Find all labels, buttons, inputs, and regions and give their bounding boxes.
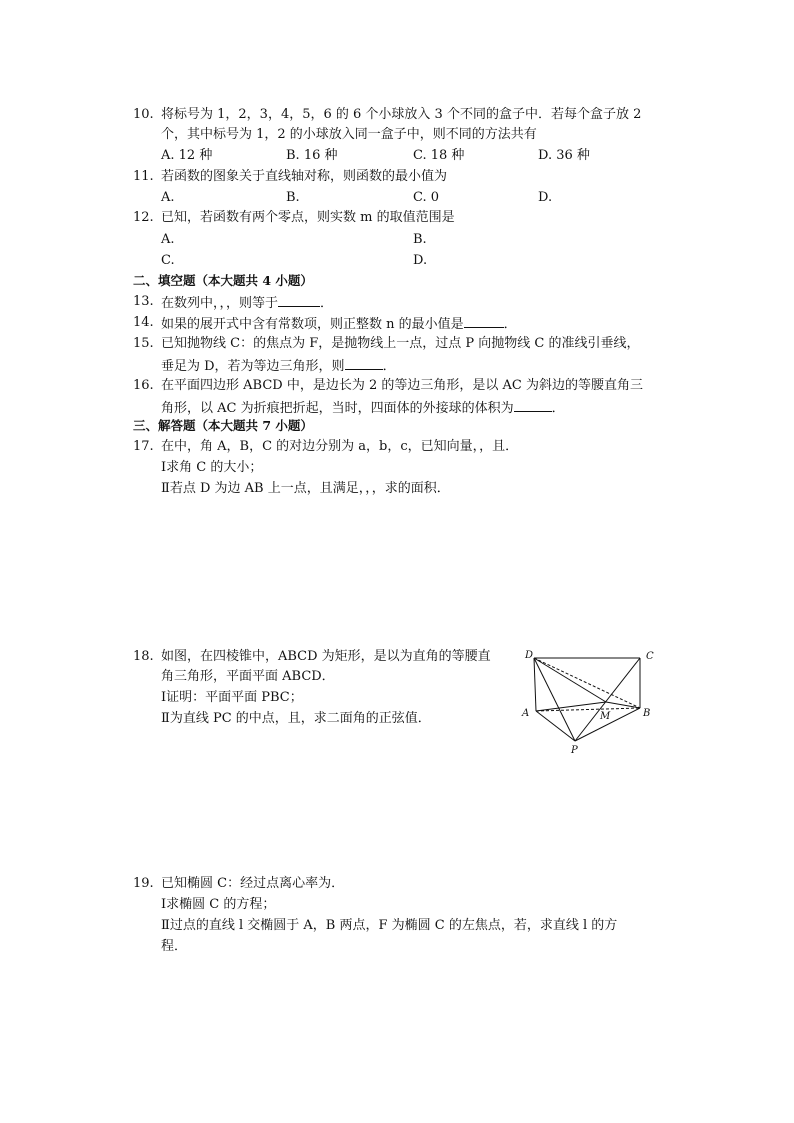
q10-line2: 个，其中标号为 1，2 的小球放入同一盒子中，则不同的方法共有 — [161, 127, 537, 142]
q15-end: ． — [382, 359, 396, 374]
q11-option-a: A. — [161, 190, 175, 205]
q10-number: 10. — [133, 107, 154, 122]
q16-end: ． — [551, 401, 565, 416]
q18-number: 18. — [133, 649, 154, 664]
q19-part2-line1: Ⅱ过点的直线 l 交椭圆于 A，B 两点，F 为椭圆 C 的左焦点，若，求直线 l 的方 — [161, 918, 618, 933]
q12-option-c: C. — [161, 253, 175, 268]
label-d: D — [525, 650, 534, 661]
edge-ap — [536, 711, 575, 741]
q14-text — [161, 315, 517, 333]
edge-da — [534, 658, 536, 711]
q11-option-d: D. — [538, 190, 553, 205]
q12-option-a: A. — [161, 232, 175, 247]
q17-part1: Ⅰ求角 C 的大小； — [161, 460, 263, 475]
q15-answer-blank — [345, 357, 383, 370]
q12-option-b: B. — [413, 232, 427, 247]
q13-answer-blank — [278, 294, 320, 307]
q15-number: 15. — [133, 336, 154, 351]
q12-line1: 已知，若函数有两个零点，则实数 m 的取值范围是 — [161, 210, 455, 225]
q16-line2 — [161, 399, 565, 417]
q10-option-d: D. 36 种 — [538, 148, 590, 163]
label-c: C — [646, 651, 654, 662]
q15-line2 — [161, 357, 396, 375]
q14-number: 14. — [133, 315, 154, 330]
q16-stem: 角形，以 AC 为折痕把折起，当时，四面体的外接球的体积为 — [161, 401, 514, 416]
q11-number: 11. — [133, 169, 154, 184]
edge-mb — [606, 702, 640, 708]
edge-ab-hidden — [536, 708, 640, 711]
q10-option-c: C. 18 种 — [413, 148, 465, 163]
q10-option-b: B. 16 种 — [286, 148, 338, 163]
q18-line2: 角三角形，平面平面 ABCD． — [161, 669, 335, 684]
q10-line1: 将标号为 1，2，3，4，5，6 的 6 个小球放入 3 个不同的盒子中．若每个盒子放 2 — [161, 107, 642, 122]
q18-part1: Ⅰ证明：平面平面 PBC； — [161, 690, 303, 705]
label-b: B — [643, 708, 651, 719]
q16-number: 16. — [133, 378, 154, 393]
q19-part1: Ⅰ求椭圆 C 的方程； — [161, 897, 276, 912]
pyramid-figure — [518, 646, 668, 758]
q10-option-a: A. 12 种 — [161, 148, 213, 163]
q13-number: 13. — [133, 294, 154, 309]
q11-option-c: C. 0 — [413, 190, 440, 205]
q16-answer-blank — [514, 399, 552, 412]
label-m: M — [600, 711, 611, 722]
q18-part2: Ⅱ为直线 PC 的中点，且，求二面角的正弦值． — [161, 711, 431, 726]
q17-part2: Ⅱ若点 D 为边 AB 上一点，且满足，，，求的面积． — [161, 481, 450, 496]
edge-cp — [575, 658, 640, 741]
section-solution-heading: 三、解答题（本大题共 7 小题） — [133, 418, 313, 433]
q19-line1: 已知椭圆 C：经过点离心率为． — [161, 876, 345, 891]
q11-line1: 若函数的图象关于直线轴对称，则函数的最小值为 — [161, 169, 448, 184]
q16-line1: 在平面四边形 ABCD 中，是边长为 2 的等边三角形，是以 AC 为斜边的等腰直角三 — [161, 378, 643, 393]
q18-line1: 如图，在四棱锥中，ABCD 为矩形，是以为直角的等腰直 — [161, 649, 491, 664]
q13-text — [161, 294, 333, 312]
q11-option-b: B. — [286, 190, 300, 205]
q15-line1: 已知抛物线 C：的焦点为 F，是抛物线上一点，过点 P 向抛物线 C 的准线引垂线， — [161, 336, 640, 351]
label-p: P — [571, 745, 578, 756]
q13-end: ． — [320, 296, 334, 311]
q13-stem: 在数列中，，，则等于 — [161, 296, 279, 311]
q19-part2-line2: 程． — [161, 939, 188, 954]
section-fill-in-heading: 二、填空题（本大题共 4 小题） — [133, 273, 313, 288]
q14-stem: 如果的展开式中含有常数项，则正整数 n 的最小值是 — [161, 317, 464, 332]
q19-number: 19. — [133, 876, 154, 891]
q15-stem: 垂足为 D，若为等边三角形，则 — [161, 359, 345, 374]
q14-answer-blank — [464, 315, 504, 328]
q12-number: 12. — [133, 210, 154, 225]
q17-line1: 在中，角 A，B，C 的对边分别为 a，b，c，已知向量，，且． — [161, 439, 519, 454]
q12-option-d: D. — [413, 253, 428, 268]
edge-db-hidden — [534, 658, 640, 708]
q14-end: ． — [503, 317, 517, 332]
label-a: A — [522, 708, 530, 719]
q17-number: 17. — [133, 439, 154, 454]
